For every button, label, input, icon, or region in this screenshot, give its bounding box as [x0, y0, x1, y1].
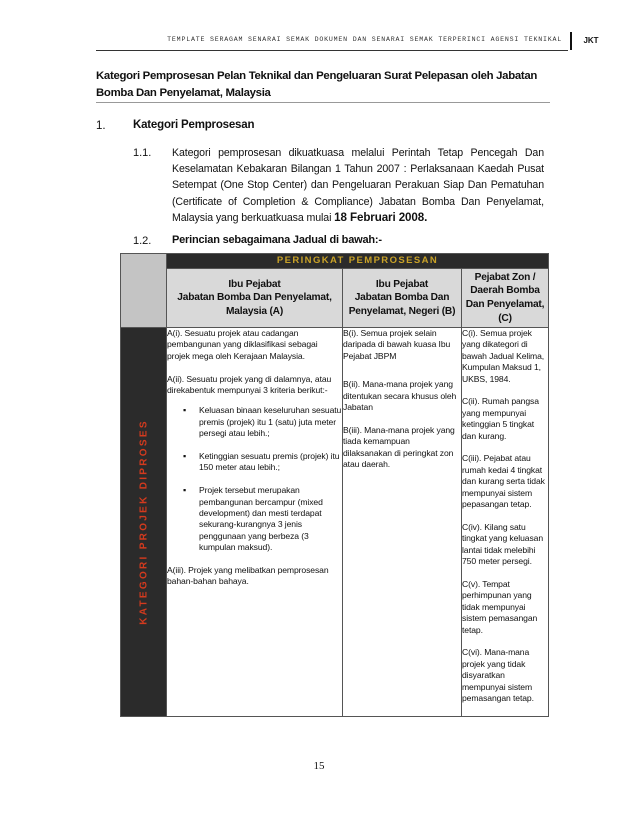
col-a-bullet-2: ▪ Ketinggian sesuatu premis (projek) itu 150 meter atau lebih.;: [173, 451, 342, 474]
column-header-a: [167, 269, 343, 328]
col-c-item-4: C(iv). Kilang satu tingkat yang keluasan lantai tidak melebihi 750 meter persegi.: [462, 521, 544, 567]
col-a-item-2: A(ii). Sesuatu projek yang di dalamnya, atau direkabentuk mempunyai 3 kriteria berikut:-: [167, 373, 332, 396]
section-number: 1.: [96, 120, 106, 132]
page-header-template-text: TEMPLATE SERAGAM SENARAI SEMAK DOKUMEN DAN SENARAI SEMAK TERPERINCI AGENSI TEKNIKAL: [167, 36, 562, 43]
col-c-item-6: C(vi). Mana-mana projek yang tidak disyaratkan mempunyai sistem pemasangan tetap.: [462, 647, 534, 703]
table-corner-cell: [121, 254, 167, 328]
paragraph-1-2-text: Perincian sebagaimana Jadual di bawah:-: [172, 234, 382, 246]
paragraph-1-1-text: Kategori pemprosesan dikuatkuasa melalui Perintah Tetap Pencegah Dan Keselamatan Kebakaran Bilangan 1 Tahun 2007 : Perlaksanaan Kaedah Pusat Setempat (One Stop Center) dan Pengeluaran Perakuan Siap Dan Pematuhan (Certificate of Completion & Compliance) Jabatan Bomba Dan Penyelamat, Malaysia yang berkuatkuasa mulai: [172, 147, 544, 224]
column-header-c: Pejabat Zon / Daerah Bomba Dan Penyelamat, (C): [462, 269, 549, 328]
column-a-cell: [167, 328, 343, 717]
col-a-bullet-3: ▪ Projek tersebut merupakan pembangunan bercampur (mixed development) dan mesti terdapat sekurang-kurangnya 3 jenis penggunaan yang berbeza (3 kumpulan maksud).: [173, 485, 342, 553]
paragraph-1-1-number: 1.1.: [133, 147, 152, 159]
column-b-cell: [343, 328, 462, 717]
column-header-b: [343, 269, 462, 328]
header-rule: [96, 50, 568, 51]
processing-level-band: PERINGKAT PEMPROSESAN: [167, 254, 549, 269]
agency-code-badge: JKT: [570, 32, 610, 50]
document-title: Kategori Pemprosesan Pelan Teknikal dan Pengeluaran Surat Pelepasan oleh Jabatan Bomba Dan Penyelamat, Malaysia: [96, 70, 538, 99]
paragraph-1-2-number: 1.2.: [133, 235, 152, 247]
col-a-item-1: A(i). Sesuatu projek atau cadangan pembangunan yang diklasifikasi sebagai projek mega oleh Kerajaan Malaysia.: [167, 328, 318, 361]
col-a-bullet-1: ▪ Keluasan binaan keseluruhan sesuatu premis (projek) itu 1 (satu) juta meter persegi atau lebih.;: [173, 405, 342, 439]
column-c-cell: [462, 328, 549, 717]
col-b-item-3: B(iii). Mana-mana projek yang tiada kemampuan dilaksanakan di peringkat zon atau daerah.: [343, 424, 455, 470]
col-b-item-2: B(ii). Mana-mana projek yang ditentukan secara khusus oleh Jabatan: [343, 379, 457, 413]
title-rule: [96, 102, 550, 103]
col-c-item-1: C(i). Semua projek yang dikategori di bawah Jadual Kelima, Kumpulan Maksud 1, UKBS, 1984.: [462, 328, 545, 384]
paragraph-1-1: [172, 145, 544, 226]
column-header-b-line2: Jabatan Bomba Dan Penyelamat, Negeri (B): [348, 292, 456, 317]
col-c-item-3: C(iii). Pejabat atau rumah kedai 4 tingkat dan kurang serta tidak mempunyai sistem pepasangan tetap.: [462, 453, 545, 510]
column-header-a-line1: Ibu Pejabat: [228, 278, 281, 290]
project-category-label: KATEGORI PROJEK DIPROSES: [138, 419, 149, 625]
row-side-label-cell: [121, 328, 167, 717]
col-b-item-1: B(i). Semua projek selain daripada di bawah kuasa Ibu Pejabat JBPM: [343, 328, 451, 361]
col-a-item-3: A(iii). Projek yang melibatkan pemprosesan bahan-bahan bahaya.: [167, 565, 329, 587]
col-c-item-2: C(ii). Rumah pangsa yang mempunyai ketinggian 5 tingkat dan kurang.: [462, 396, 539, 441]
processing-category-table: [120, 253, 549, 717]
column-header-b-line1: Ibu Pejabat: [375, 278, 429, 290]
col-a-criteria-list: [167, 405, 342, 553]
column-header-a-line2: Jabatan Bomba Dan Penyelamat, Malaysia (A): [177, 292, 332, 317]
col-c-item-5: C(v). Tempat perhimpunan yang tidak mempunyai sistem pemasangan tetap.: [462, 578, 538, 635]
page-number: 15: [313, 760, 325, 772]
effective-date: 18 Februari 2008.: [334, 210, 428, 224]
section-title: Kategori Pemprosesan: [133, 119, 255, 131]
